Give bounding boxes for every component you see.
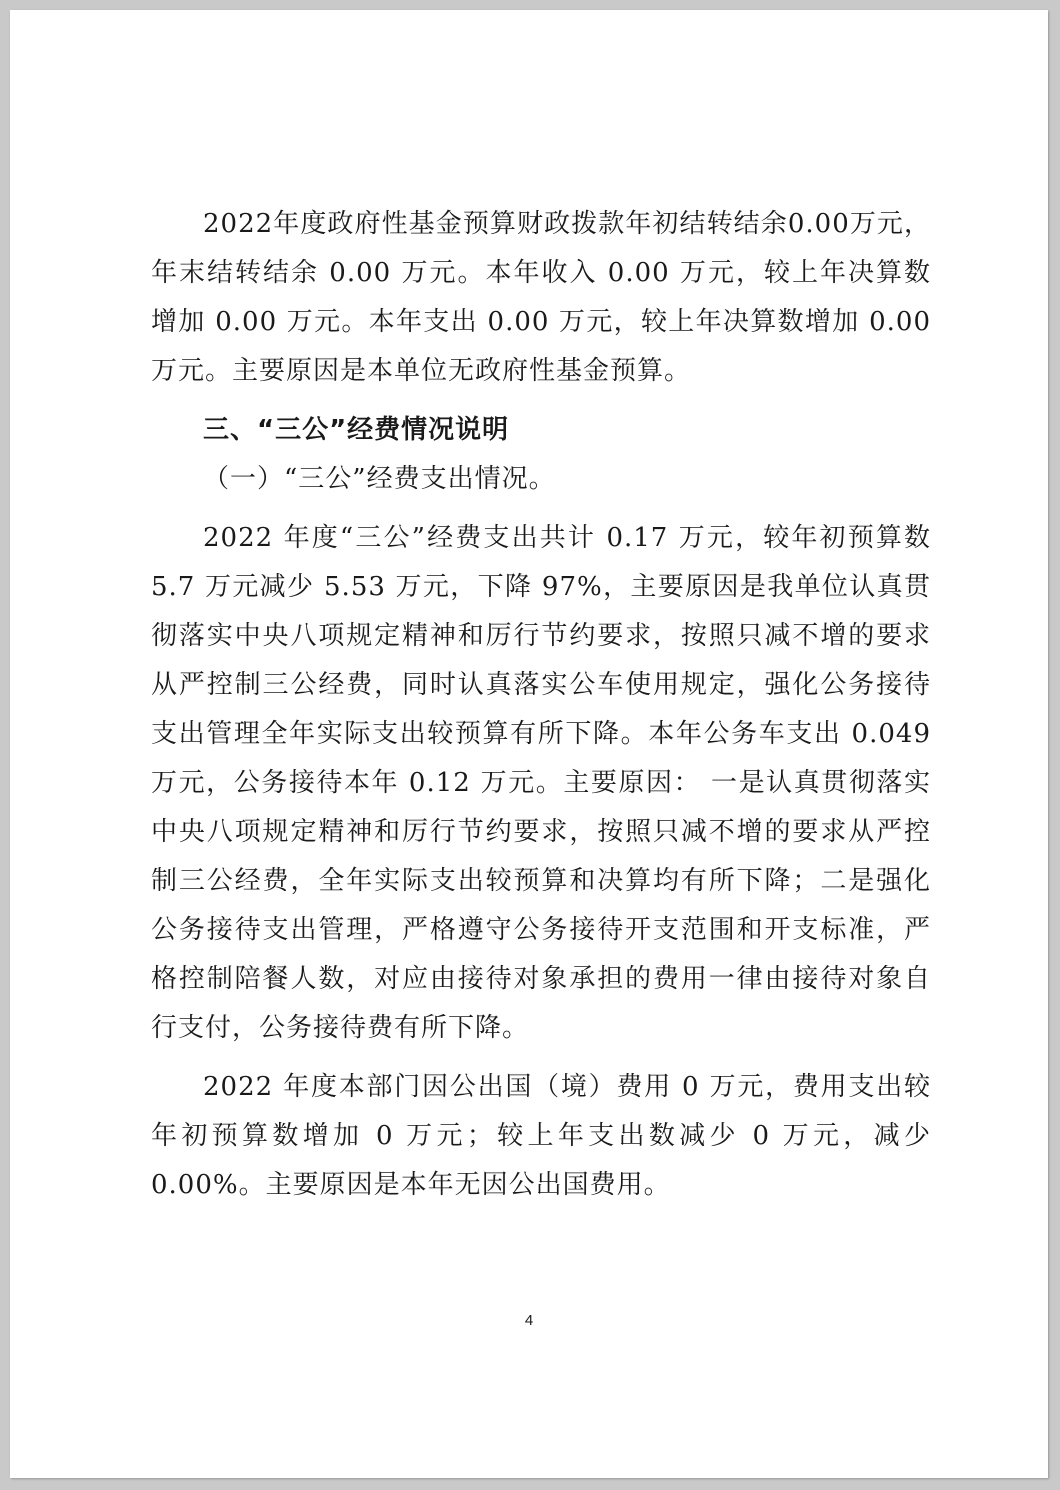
spacer <box>151 504 931 514</box>
spacer <box>151 396 931 406</box>
paragraph-sangong-expenditure: 2022 年度“三公”经费支出共计 0.17 万元，较年初预算数 5.7 万元减少 5.53 万元，下降 97%，主要原因是我单位认真贯彻落实中央八项规定精神和厉行节约要求，按照只减不增的要求从严控制三公经费，同时认真落实公车使用规定，强化公务接待支出管理全年实际支出较预算有所下降。本年公务车支出 0.049 万元，公务接待本年 0.12 万元。主要原因： 一是认真贯彻落实中央八项规定精神和厉行节约要求，按照只减不增的要求从严控制三公经费，全年实际支出较预算和决算均有所下降；二是强化公务接待支出管理，严格遵守公务接待开支范围和开支标准，严格控制陪餐人数，对应由接待对象承担的费用一律由接待对象自行支付，公务接待费有所下降。 <box>151 523 931 1043</box>
page-content <box>151 200 931 1210</box>
section-heading-sangong: 三、“三公”经费情况说明 <box>203 415 510 445</box>
subsection-heading-expenditure: （一）“三公”经费支出情况。 <box>203 464 556 494</box>
document-page <box>10 10 1048 1478</box>
page-number: 4 <box>524 1312 534 1329</box>
spacer <box>151 1053 931 1063</box>
paragraph-fund-budget: 2022年度政府性基金预算财政拨款年初结转结余0.00万元，年末结转结余 0.00 万元。本年收入 0.00 万元，较上年决算数增加 0.00 万元。本年支出 0.00 万元，较上年决算数增加 0.00 万元。主要原因是本单位无政府性基金预算。 <box>151 209 931 386</box>
paragraph-abroad-expenditure: 2022 年度本部门因公出国（境）费用 0 万元，费用支出较年初预算数增加 0 万元；较上年支出数减少 0 万元，减少 0.00%。主要原因是本年无因公出国费用。 <box>151 1072 931 1200</box>
